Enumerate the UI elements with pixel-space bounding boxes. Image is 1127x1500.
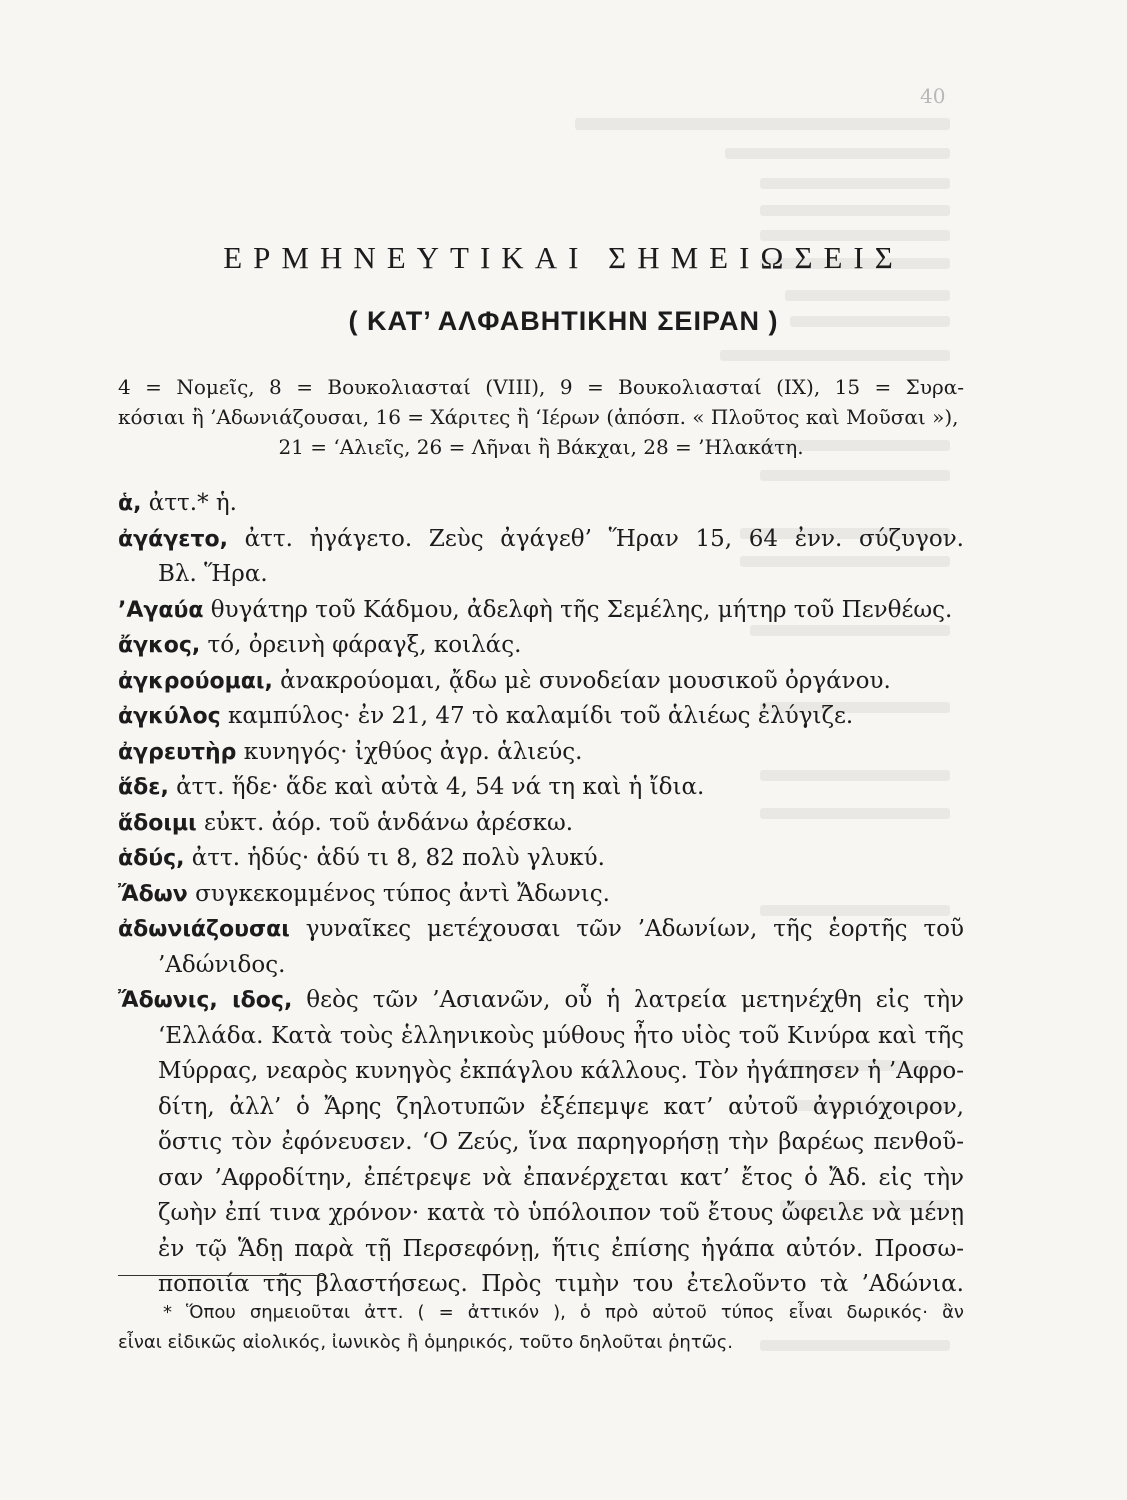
entry-line [118, 983, 964, 1019]
entry-headword: ’Αγαύα [118, 597, 204, 623]
entry-definition: ἀττ. ἥδε· ἅδε καὶ αὐτὰ 4, 54 νά τη καὶ ἡ ἴδια. [168, 774, 705, 800]
entry-headword: ἄγκος, [118, 633, 201, 658]
entry-continuation: ‘Ελλάδα. Κατὰ τοὺς ἑλληνικοὺς μύθους ἦτο υἱὸς τοῦ Κινύρα καὶ τῆς [158, 1022, 964, 1049]
entry-definition: ἀττ.* ἡ. [141, 490, 237, 516]
entry-headword: Ἄδωνις, ιδος, [118, 988, 293, 1013]
entry-definition: συγκεκομμένος τύπος ἀντὶ Ἄδωνις. [187, 880, 610, 907]
glossary-entry [118, 912, 964, 983]
entry-definition: κυνηγός· ἰχθύος ἀγρ. ἁλιεύς. [236, 738, 583, 765]
glossary-entry [118, 522, 964, 593]
entry-headword: ἁδύς, [118, 846, 185, 871]
entry-headword: ἀγρευτὴρ [118, 739, 237, 765]
entry-continuation: ἐν τῷ Ἅδῃ παρὰ τῇ Περσεφόνῃ, ἥτις ἐπίσης ἠγάπα αὐτόν. Προσω- [158, 1235, 964, 1262]
entry-continuation: ποποιία τῆς βλαστήσεως. Πρὸς τιμὴν του ἐτελοῦντο τὰ ’Αδώνια. [158, 1271, 964, 1297]
glossary-entry [118, 699, 964, 735]
entry-headword: ἁ, [118, 491, 142, 516]
entry-line [118, 912, 964, 948]
entry-continuation: Μύρρας, νεαρὸς κυνηγὸς ἐκπάγλου κάλλους. Τὸν ἠγάπησεν ἡ ’Αφρο- [158, 1058, 964, 1084]
legend-line: κόσιαι ἢ ’Αδωνιάζουσαι, 16 = Χάριτες ἢ ‘Ιέρων (ἀπόσπ. « Πλοῦτος καὶ Μοῦσαι »), [118, 405, 959, 429]
legend-line: 21 = ‘Αλιεῖς, 26 = Λῆναι ἢ Βάκχαι, 28 = ’Ηλακάτη. [278, 435, 804, 459]
entry-headword: ἀδωνιάζουσαι [118, 917, 290, 942]
glossary-entry [118, 628, 964, 664]
entry-definition: ἀττ. ἠγάγετο. Ζεὺς ἀγάγεθ’ Ἥραν 15, 64 ἐνν. σύζυγον. [227, 525, 964, 552]
entry-definition: εὐκτ. ἀόρ. τοῦ ἁνδάνω ἀρέσκω. [196, 809, 574, 836]
glossary-entry [118, 877, 964, 913]
page-subtitle: ( ΚΑΤ’ ΑΛΦΑΒΗΤΙΚΗΝ ΣΕΙΡΑΝ ) [348, 306, 779, 336]
legend-line: 4 = Νομεῖς, 8 = Βουκολιασταί (VIII), 9 = Βουκολιασταί (IX), 15 = Συρα- [118, 375, 964, 399]
glossary-entries [118, 486, 964, 1303]
entry-headword: ἀγάγετο, [118, 526, 228, 552]
footnote [118, 1298, 964, 1358]
glossary-entry [118, 735, 964, 771]
entry-definition: θεὸς τῶν ’Ασιανῶν, οὗ ἡ λατρεία μετηνέχθη εἰς τὴν [292, 987, 964, 1013]
entry-headword: ἀγκύλος [118, 704, 221, 729]
glossary-entry [118, 593, 964, 629]
entry-continuation: Βλ. Ἥρα. [158, 561, 268, 587]
entry-definition: θυγάτηρ τοῦ Κάδμου, ἀδελφὴ τῆς Σεμέλης, μήτηρ τοῦ Πενθέως. [203, 596, 953, 623]
entry-definition: καμπύλος· ἐν 21, 47 τὸ καλαμίδι τοῦ ἁλιέως ἐλύγιζε. [220, 703, 854, 729]
page-number: 40 [920, 84, 946, 108]
entry-definition: ἀνακρούομαι, ᾄδω μὲ συνοδείαν μουσικοῦ ὀργάνου. [272, 667, 891, 694]
entry-continuation: ὅστις τὸν ἐφόνευσεν. ‘Ο Ζεύς, ἵνα παρηγορήσῃ τὴν βαρέως πενθοῦ- [158, 1129, 964, 1155]
entry-headword: Ἄδων [118, 881, 188, 907]
entry-headword: ἀγκρούομαι, [118, 668, 273, 694]
entry-continuation: ζωὴν ἐπί τινα χρόνον· κατὰ τὸ ὑπόλοιπον τοῦ ἔτους ὤφειλε νὰ μένῃ [158, 1200, 964, 1226]
entry-definition: τό, ὀρεινὴ φάραγξ, κοιλάς. [200, 632, 522, 658]
abbreviation-legend [118, 372, 964, 462]
entry-definition: ἀττ. ἡδύς· ἁδύ τι 8, 82 πολὺ γλυκύ. [184, 845, 605, 871]
glossary-entry [118, 841, 964, 877]
entry-continuation: ’Αδώνιδος. [158, 951, 286, 978]
glossary-entry [118, 770, 964, 806]
glossary-entry [118, 983, 964, 1303]
entry-continuation: σαν ’Αφροδίτην, ἐπέτρεψε νὰ ἐπανέρχεται κατ’ ἔτος ὁ Ἄδ. εἰς τὴν [158, 1164, 964, 1191]
glossary-entry [118, 664, 964, 700]
entry-line [118, 522, 964, 558]
entry-headword: ἅδοιμι [118, 810, 197, 836]
glossary-entry [118, 806, 964, 842]
page-title: ΕΡΜΗΝΕΥΤΙΚΑΙ ΣΗΜΕΙΩΣΕΙΣ [223, 240, 904, 275]
entry-headword: ἅδε, [118, 775, 169, 800]
entry-continuation: δίτη, ἀλλ’ ὁ Ἄρης ζηλοτυπῶν ἐξέπεμψε κατ’ αὐτοῦ ἀγριόχοιρον, [158, 1093, 964, 1120]
entry-definition: γυναῖκες μετέχουσαι τῶν ’Αδωνίων, τῆς ἑορτῆς τοῦ [289, 916, 964, 942]
footnote-line: εἶναι εἰδικῶς αἰολικός, ἰωνικὸς ἢ ὁμηρικός, τοῦτο δηλοῦται ῥητῶς. [118, 1332, 734, 1353]
footnote-divider [118, 1275, 326, 1276]
footnote-line: * Ὅπου σημειοῦται ἀττ. ( = ἀττικόν ), ὁ πρὸ αὐτοῦ τύπος εἶναι δωρικός· ἂν [163, 1302, 964, 1323]
glossary-entry [118, 486, 964, 522]
